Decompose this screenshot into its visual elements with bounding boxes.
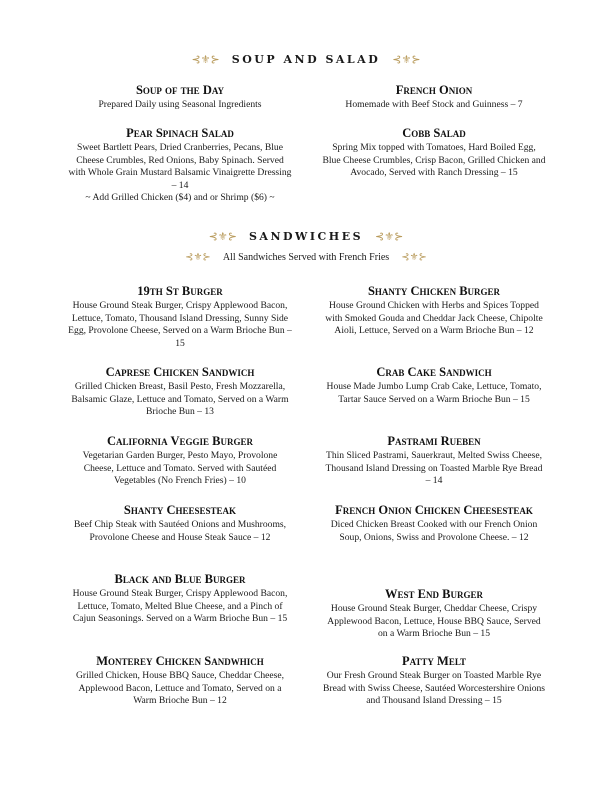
soup-salad-heading [0, 53, 612, 66]
item-name: California Veggie Burger [107, 434, 253, 448]
menu-item [68, 365, 292, 419]
menu-item [68, 126, 292, 205]
item-name: 19th St Burger [137, 284, 223, 298]
item-name: French Onion [395, 83, 473, 97]
item-description: House Made Jumbo Lump Crab Cake, Lettuce, Tomato, Tartar Sauce Served on a Warm Brioche Bun – 15 [326, 381, 542, 405]
menu-item [68, 503, 292, 544]
menu-item [322, 284, 546, 338]
item-name: Shanty Chicken Burger [367, 284, 501, 298]
ornament-right-icon: ⊰⚜⊱ [375, 230, 404, 243]
item-description: Thin Sliced Pastrami, Sauerkraut, Melted Swiss Cheese, Thousand Island Dressing on Toasted Marble Rye Bread – 14 [325, 450, 543, 487]
item-description: House Ground Steak Burger, Cheddar Cheese, Crispy Applewood Bacon, Lettuce, House BBQ Sauce, Served on a Warm Brioche Bun – 15 [327, 603, 541, 640]
sandwiches-heading [0, 230, 612, 243]
item-name: Black and Blue Burger [114, 572, 246, 586]
item-description: Our Fresh Ground Steak Burger on Toasted Marble Rye Bread with Swiss Cheese, Sautéed Worcestershire Onions and Thousand Island Dressing – 15 [322, 670, 546, 707]
item-name: Soup of the Day [135, 83, 225, 97]
sandwiches-note [0, 252, 612, 263]
note-text: All Sandwiches Served with French Fries [222, 252, 390, 263]
item-description: Homemade with Beef Stock and Guinness – 7 [345, 99, 523, 110]
item-description: Vegetarian Garden Burger, Pesto Mayo, Provolone Cheese, Lettuce and Tomato. Served with Sautéed Vegetables (No French Fries) – 10 [82, 450, 278, 487]
section-title: SANDWICHES [248, 230, 364, 243]
item-name: Shanty Cheesesteak [123, 503, 237, 517]
item-description: Spring Mix topped with Tomatoes, Hard Boiled Egg, Blue Cheese Crumbles, Crisp Bacon, Grilled Chicken and Avocado, Served with Ranch Dressing – 15 [322, 142, 546, 179]
item-description: Grilled Chicken, House BBQ Sauce, Cheddar Cheese, Applewood Bacon, Lettuce and Tomato, Served on a Warm Brioche Bun – 12 [75, 670, 285, 707]
item-name: Monterey Chicken Sandwhich [96, 654, 264, 668]
item-name: West End Burger [385, 587, 483, 601]
menu-item [68, 434, 292, 488]
menu-item [68, 572, 292, 626]
menu-item [322, 126, 546, 180]
item-name: Pear Spinach Salad [126, 126, 234, 140]
item-name: Patty Melt [401, 654, 467, 668]
menu-item [322, 365, 546, 406]
ornament-right-icon: ⊰⚜⊱ [392, 53, 421, 66]
item-description: Diced Chicken Breast Cooked with our French Onion Soup, Onions, Swiss and Provolone Cheese. – 12 [330, 519, 538, 543]
item-description: Prepared Daily using Seasonal Ingredients [98, 99, 262, 110]
item-description: Sweet Bartlett Pears, Dried Cranberries, Pecans, Blue Cheese Crumbles, Red Onions, Baby Spinach. Served with Whole Grain Mustard Balsamic Vinaigrette Dressing – 14 [68, 142, 292, 191]
item-addon-note: ~ Add Grilled Chicken ($4) and or Shrimp ($6) ~ [85, 192, 275, 204]
item-name: Caprese Chicken Sandwich [105, 365, 255, 379]
item-name: Cobb Salad [402, 126, 466, 140]
section-title: SOUP AND SALAD [231, 53, 381, 66]
item-name: French Onion Chicken Cheesesteak [335, 503, 533, 517]
menu-item [68, 284, 292, 350]
menu-item [322, 503, 546, 544]
item-name: Pastrami Rueben [387, 434, 481, 448]
item-description: Beef Chip Steak with Sautéed Onions and Mushrooms, Provolone Cheese and House Steak Sauce – 12 [73, 519, 287, 543]
ornament-left-icon: ⊰⚜⊱ [191, 53, 220, 66]
menu-item [322, 434, 546, 488]
item-name: Crab Cake Sandwich [376, 365, 492, 379]
item-description: House Ground Steak Burger, Crispy Applewood Bacon, Lettuce, Tomato, Thousand Island Dressing, Sunny Side Egg, Provolone Cheese, Served on a Warm Brioche Bun – 15 [68, 300, 292, 349]
ornament-right-icon: ⊰⚜⊱ [401, 252, 427, 263]
item-description: House Ground Steak Burger, Crispy Applewood Bacon, Lettuce, Tomato, Melted Blue Cheese, and a Pinch of Cajun Seasonings. Served on a Warm Brioche Bun – 15 [72, 588, 288, 625]
menu-item [322, 654, 546, 708]
menu-item [322, 83, 546, 112]
menu-item [322, 587, 546, 641]
ornament-left-icon: ⊰⚜⊱ [185, 252, 211, 263]
item-description: House Ground Chicken with Herbs and Spices Topped with Smoked Gouda and Cheddar Jack Cheese, Chipolte Aioli, Lettuce, Served on a Warm Brioche Bun – 12 [325, 300, 543, 337]
ornament-left-icon: ⊰⚜⊱ [208, 230, 237, 243]
menu-item [68, 654, 292, 708]
item-description: Grilled Chicken Breast, Basil Pesto, Fresh Mozzarella, Balsamic Glaze, Lettuce and Tomato, Served on a Warm Brioche Bun – 13 [71, 381, 289, 418]
menu-item [68, 83, 292, 112]
